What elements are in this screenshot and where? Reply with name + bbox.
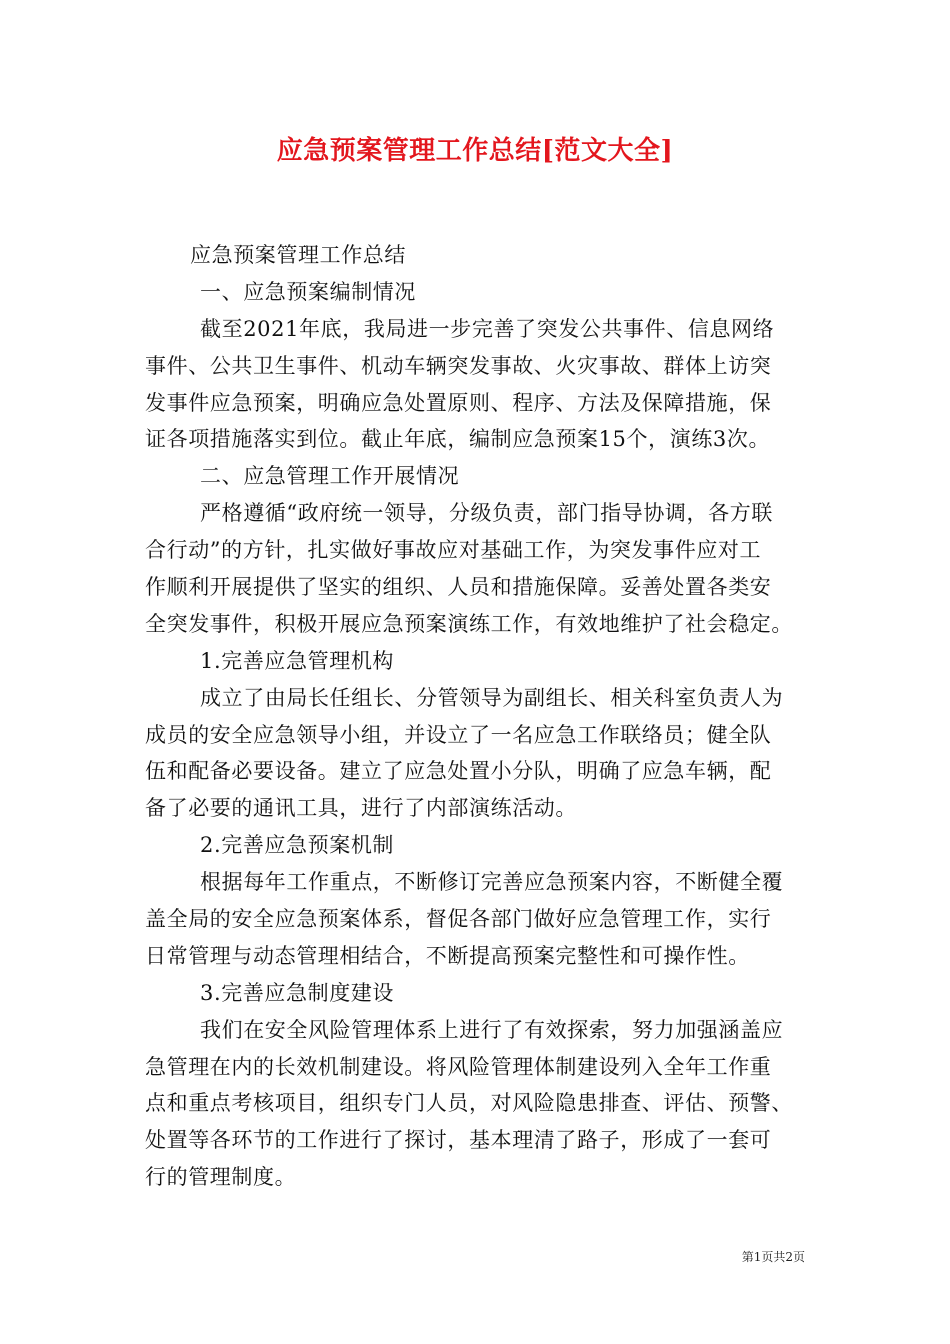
- text-line: 盖全局的安全应急预案体系，督促各部门做好应急管理工作，实行: [145, 907, 772, 932]
- paragraph: [145, 458, 813, 495]
- paragraph: [145, 827, 813, 864]
- document-subtitle: [145, 237, 813, 274]
- text-line: 我们在安全风险管理体系上进行了有效探索，努力加强涵盖应: [200, 1017, 784, 1042]
- page-number: 第1页共2页: [741, 1250, 805, 1264]
- text-line: 急管理在内的长效机制建设。将风险管理体制建设列入全年工作重: [145, 1054, 772, 1079]
- paragraph: [145, 1012, 813, 1196]
- text-line: 截至2021年底，我局进一步完善了突发公共事件、信息网络: [200, 316, 775, 341]
- text-line: 合行动”的方针，扎实做好事故应对基础工作，为突发事件应对工: [145, 538, 762, 563]
- text-line: 根据每年工作重点，不断修订完善应急预案内容，不断健全覆: [200, 870, 784, 895]
- paragraph: [145, 864, 813, 975]
- document-title: 应急预案管理工作总结[范文大全]: [276, 136, 674, 166]
- paragraph: [145, 495, 813, 643]
- text-line: 3.完善应急制度建设: [200, 980, 395, 1005]
- paragraph: [145, 643, 813, 680]
- text-line: 1.完善应急管理机构: [200, 648, 395, 673]
- text-line: 作顺利开展提供了坚实的组织、人员和措施保障。妥善处置各类安: [145, 575, 772, 600]
- text-line: 证各项措施落实到位。截止年底，编制应急预案15个，演练3次。: [145, 427, 771, 452]
- text-line: 行的管理制度。: [145, 1165, 297, 1190]
- paragraph: [145, 311, 813, 459]
- text-line: 发事件应急预案，明确应急处置原则、程序、方法及保障措施，保: [145, 390, 772, 415]
- text-line: 事件、公共卫生事件、机动车辆突发事故、火灾事故、群体上访突: [145, 353, 772, 378]
- paragraph: [145, 680, 813, 828]
- paragraph: [145, 975, 813, 1012]
- text-line: 全突发事件，积极开展应急预案演练工作，有效地维护了社会稳定。: [145, 611, 793, 636]
- text-line: 应急预案管理工作总结: [190, 243, 406, 267]
- text-line: 成员的安全应急领导小组，并设立了一名应急工作联络员；健全队: [145, 722, 772, 747]
- text-line: 二、应急管理工作开展情况: [200, 464, 460, 489]
- text-line: 一、应急预案编制情况: [200, 279, 416, 304]
- paragraph: [145, 274, 813, 311]
- text-line: 点和重点考核项目，组织专门人员，对风险隐患排查、评估、预警、: [145, 1091, 793, 1116]
- text-line: 备了必要的通讯工具，进行了内部演练活动。: [145, 796, 577, 821]
- text-line: 2.完善应急预案机制: [200, 833, 395, 858]
- text-line: 严格遵循“政府统一领导，分级负责，部门指导协调，各方联: [200, 501, 773, 526]
- text-line: 日常管理与动态管理相结合，不断提高预案完整性和可操作性。: [145, 943, 750, 968]
- document-body: [145, 237, 813, 1196]
- text-line: 处置等各环节的工作进行了探讨，基本理清了路子，形成了一套可: [145, 1128, 772, 1153]
- text-line: 成立了由局长任组长、分管领导为副组长、相关科室负责人为: [200, 685, 784, 710]
- text-line: 伍和配备必要设备。建立了应急处置小分队，明确了应急车辆，配: [145, 759, 772, 784]
